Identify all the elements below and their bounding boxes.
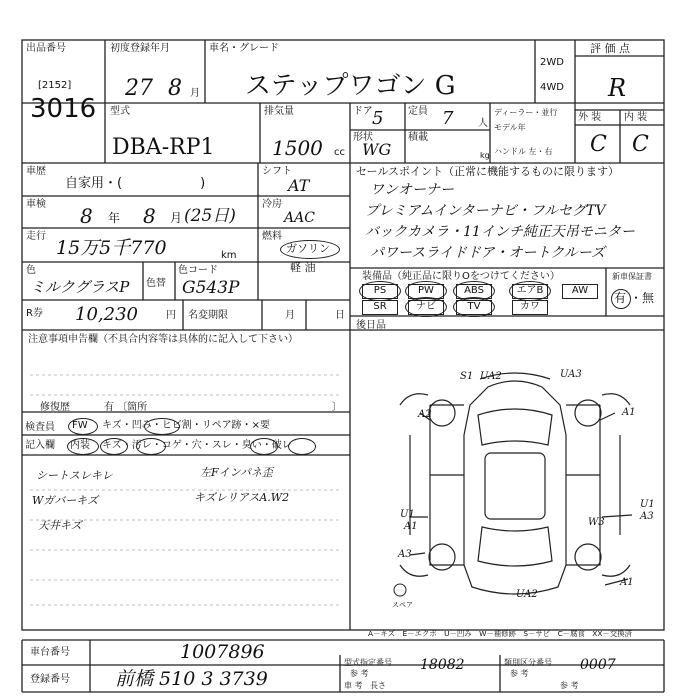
- recycle-label: R券: [26, 308, 43, 319]
- warranty-no: 無: [642, 291, 655, 305]
- first-registration-year: 27: [125, 76, 153, 101]
- equip-navi: ナビ: [408, 300, 444, 315]
- equip-aw: AW: [562, 284, 598, 299]
- circle-interior: [67, 438, 99, 455]
- shift-value: AT: [288, 176, 310, 195]
- circle-navi: [405, 297, 447, 317]
- history-label: 車歴: [26, 166, 46, 177]
- bottom-label-3: 参 考: [560, 681, 579, 690]
- fuel-gasoline: ガソリン: [286, 242, 330, 255]
- equip-ps: PS: [362, 284, 398, 299]
- note-instrument-panel: 左Fインパネ歪: [200, 466, 273, 479]
- note-seat-wear: シートスレキレ: [36, 469, 113, 482]
- color-label: 色: [26, 265, 36, 276]
- inspection-month: 8: [143, 204, 156, 228]
- ac-value: AAC: [284, 210, 315, 226]
- displacement-value: 1500: [272, 136, 323, 160]
- name-change-day: 日: [335, 310, 345, 321]
- warranty-sep: ・: [630, 291, 643, 305]
- fuel-diesel: 軽 油: [290, 261, 316, 274]
- rating-value: R: [608, 74, 627, 102]
- type-cert-ref: 参 考: [350, 669, 369, 678]
- exterior-label: 外 装: [578, 112, 602, 123]
- equip-abs: ABS: [456, 284, 492, 299]
- fuel-label: 燃料: [262, 231, 282, 242]
- circle-warranty-yes: [611, 289, 631, 309]
- inspection-day: (25日): [184, 206, 236, 226]
- equip-tv: TV: [456, 300, 492, 315]
- interior-grade: C: [632, 132, 649, 157]
- history-value: 自家用・( ): [65, 176, 206, 191]
- mark-ua2-top: UA2: [480, 371, 502, 382]
- lot-number: 3016: [30, 94, 97, 124]
- dealer-label: ディーラー・並行: [494, 108, 558, 117]
- displacement-unit: cc: [334, 147, 345, 158]
- inspection-label: 車検: [26, 199, 46, 210]
- sales-point-1: ワンオーナー: [370, 182, 454, 198]
- warranty-yes: 有: [614, 291, 627, 305]
- recycle-value: 10,230: [75, 304, 138, 325]
- name-change-month: 月: [285, 310, 295, 321]
- mark-a1-bottom: A1: [620, 577, 634, 588]
- mark-ua2-bottom: UA2: [516, 589, 538, 600]
- type-cert-number: 18082: [420, 657, 465, 673]
- circle-fw: [68, 418, 98, 435]
- circle-airbag: [509, 281, 551, 301]
- mark-w3: W3: [588, 517, 605, 528]
- repair-history-value: 有 〔箇所: [104, 402, 148, 413]
- color-code-label: 色コード: [178, 265, 218, 276]
- mark-ua3-top: UA3: [560, 369, 582, 380]
- sales-points-label: セールスポイント（正常に機能するものに限ります）: [356, 165, 620, 178]
- circle-scratch: [100, 438, 128, 455]
- inspection-year: 8: [80, 204, 93, 228]
- load-unit: kg: [480, 151, 490, 160]
- fuel-gasoline-circle: [280, 240, 340, 259]
- new-car-warranty-label: 新車保証書: [612, 272, 652, 281]
- chassis-number: 1007896: [180, 641, 265, 663]
- inspector-interior-items: キズ・汚レ・コゲ・穴・スレ・臭い・破レ: [102, 440, 292, 451]
- first-registration-label: 初度登録年月: [110, 43, 170, 54]
- circle-smell: [288, 438, 316, 455]
- color-change-label: 色替: [146, 278, 166, 289]
- mileage-value: 15万5千770: [56, 237, 167, 259]
- shape-label: 形状: [353, 132, 373, 143]
- car-name: ステップワゴン G: [245, 71, 456, 101]
- mark-a1-left: A1: [404, 521, 418, 532]
- displacement-label: 排気量: [264, 106, 294, 117]
- class-label: 類別区分番号: [504, 658, 552, 667]
- doors-value: 5: [372, 108, 384, 129]
- circle-dirt: [136, 438, 166, 455]
- inspector-fw: FW: [72, 420, 88, 431]
- shape-value: WG: [362, 140, 392, 159]
- name-change-label: 名変期限: [188, 310, 228, 321]
- plate-number: 前橋 510 3 3739: [115, 668, 268, 690]
- recycle-unit: 円: [166, 310, 176, 321]
- sales-point-4: パワースライドドア・オートクルーズ: [370, 245, 606, 261]
- equipment-label: 装備品（純正品に限りOをつけてください）: [362, 271, 560, 282]
- inspection-month-unit: 月: [170, 211, 183, 225]
- capacity-value: 7: [442, 108, 454, 129]
- plate-label: 登録番号: [30, 674, 70, 685]
- sales-point-3: バックカメラ・11インチ純正天吊モニター: [365, 224, 635, 240]
- mark-a3-left: A3: [398, 549, 412, 560]
- drive-2wd: 2WD: [540, 57, 564, 68]
- class-ref: 参 考: [510, 669, 529, 678]
- capacity-label: 定員: [408, 106, 428, 117]
- exterior-grade: C: [590, 132, 607, 157]
- inspector-fw-items: キズ・凹み・ヒビ割・リペア跡・×要: [102, 420, 270, 431]
- equip-airbag: エアB: [512, 284, 548, 299]
- circle-ps: [359, 281, 401, 301]
- caution-label: 注意事項申告欄（不具合内容等は具体的に記入して下さい）: [28, 334, 298, 345]
- doors-label: ドア: [353, 106, 373, 117]
- circle-wear: [250, 438, 278, 455]
- model-label: 型式: [110, 106, 130, 117]
- circle-tv: [453, 297, 495, 317]
- spare-tire-icon: [394, 584, 406, 596]
- later-items-label: 後日品: [356, 320, 386, 331]
- interior-label: 内 装: [624, 112, 648, 123]
- load-label: 積載: [408, 132, 428, 143]
- lot-number-label: 出品番号: [26, 43, 66, 54]
- mark-s1: S1: [460, 371, 474, 382]
- equip-sr: SR: [362, 300, 398, 315]
- color-code-value: G543P: [182, 278, 240, 298]
- bottom-label-2: 長さ: [370, 681, 386, 690]
- mark-a1-right: A1: [622, 407, 636, 418]
- model-value: DBA-RP1: [112, 135, 215, 160]
- inspection-year-unit: 年: [108, 211, 121, 225]
- inspector-label-2: 記入欄: [25, 440, 55, 451]
- class-number: 0007: [580, 657, 616, 673]
- ac-label: 冷房: [262, 199, 282, 210]
- bottom-label-1: 車 考: [344, 681, 363, 690]
- repair-history-close: 〕: [332, 402, 342, 413]
- note-rear-scratch: キズレリアスA.W2: [194, 491, 290, 504]
- lot-code: [2152]: [38, 80, 72, 91]
- mark-a3-right: A3: [640, 511, 654, 522]
- inspector-label-1: 検査員: [25, 422, 55, 433]
- mileage-label: 走行: [26, 231, 46, 242]
- first-registration-month: 8: [168, 76, 182, 101]
- drive-4wd: 4WD: [540, 82, 564, 93]
- mark-a2: A2: [418, 409, 432, 420]
- color-value: ミルクグラスP: [30, 278, 130, 296]
- mark-u1-left: U1: [400, 509, 415, 520]
- note-cover-scratch: Wガバーキズ: [32, 494, 99, 507]
- chassis-label: 車台番号: [30, 647, 70, 658]
- note-ceiling-scratch: 天井キズ: [38, 519, 82, 532]
- mileage-unit: km: [221, 250, 237, 261]
- inspector-interior: 内装: [70, 440, 90, 451]
- spare-label: スペア: [392, 601, 413, 609]
- equip-leather: カワ: [512, 300, 548, 315]
- damage-legend: A－キズ E－エクボ U－凹み W－補修跡 S－サビ C－腐食 XX－交換済: [368, 629, 632, 638]
- sales-point-2: プレミアムインターナビ・フルセグTV: [365, 203, 606, 219]
- model-year-label: モデル年: [494, 123, 526, 132]
- handle-label: ハンドル 左・右: [494, 147, 553, 156]
- circle-dent: [144, 418, 180, 435]
- car-damage-diagram: [370, 365, 660, 610]
- shift-label: シフト: [262, 166, 292, 177]
- capacity-unit: 人: [478, 118, 488, 129]
- car-name-label: 車名・グレード: [209, 43, 279, 54]
- rating-label: 評 価 点: [590, 42, 630, 55]
- first-registration-unit: 月: [190, 88, 200, 99]
- repair-history-label: 修復歴: [40, 402, 70, 413]
- type-cert-label: 型式指定番号: [344, 658, 392, 667]
- mark-u1-right: U1: [640, 499, 655, 510]
- equip-pw: PW: [408, 284, 444, 299]
